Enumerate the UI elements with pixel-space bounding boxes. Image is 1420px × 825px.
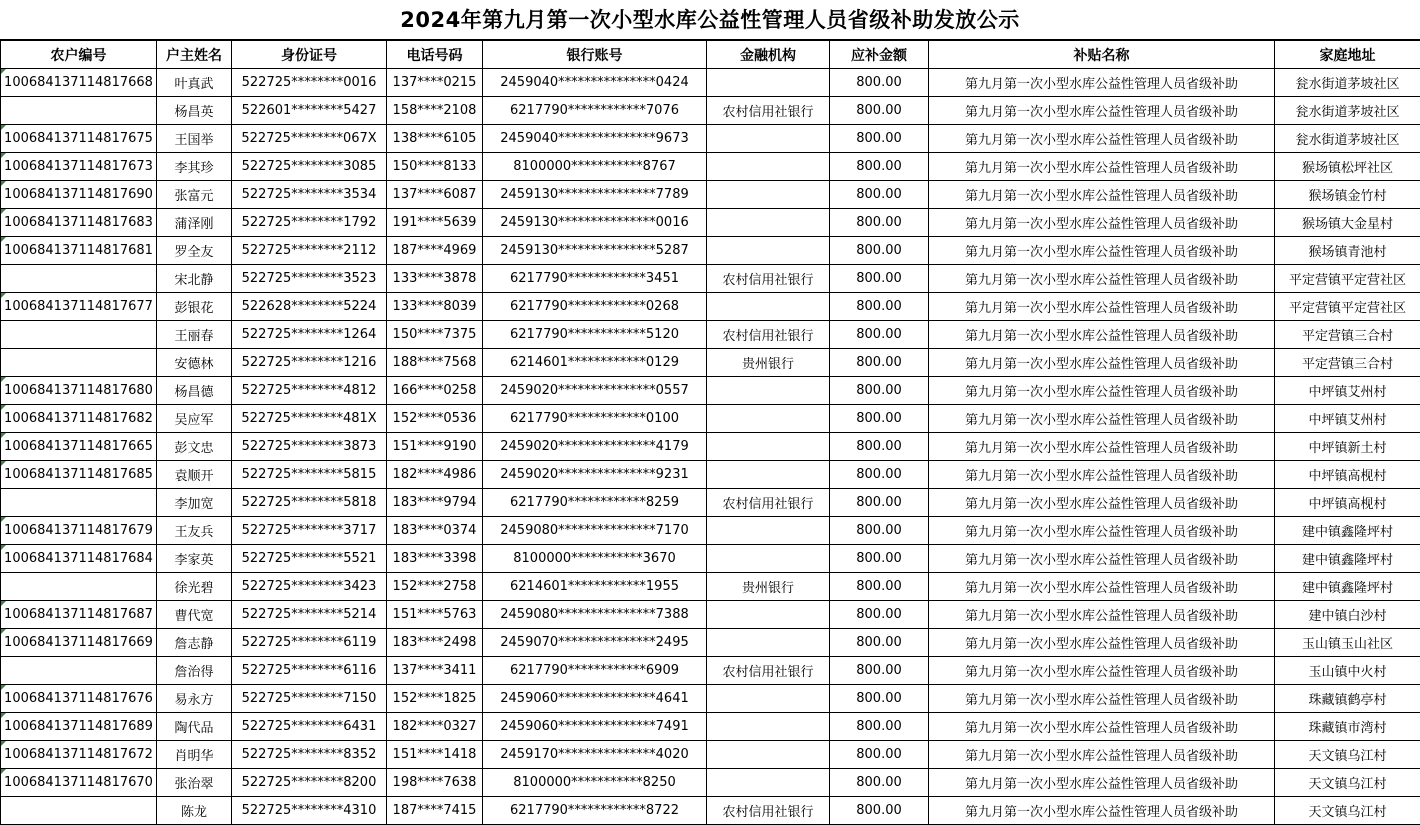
subsidy-name-cell[interactable]: 第九月第一次小型水库公益性管理人员省级补助 xyxy=(929,237,1275,265)
subsidy-name-cell[interactable]: 第九月第一次小型水库公益性管理人员省级补助 xyxy=(929,797,1275,825)
householder-name-cell[interactable]: 安德林 xyxy=(157,349,232,377)
farmer-id-cell[interactable] xyxy=(1,657,157,685)
amount-cell[interactable]: 800.00 xyxy=(830,209,929,237)
financial-institution-cell[interactable] xyxy=(707,405,830,433)
amount-cell[interactable]: 800.00 xyxy=(830,769,929,797)
phone-cell[interactable]: 191****5639 xyxy=(387,209,483,237)
financial-institution-cell[interactable]: 农村信用社银行 xyxy=(707,657,830,685)
bank-account-cell[interactable]: 8100000***********3670 xyxy=(483,545,707,573)
bank-account-cell[interactable]: 2459060***************4641 xyxy=(483,685,707,713)
home-address-cell[interactable]: 中坪镇高枧村 xyxy=(1275,461,1420,489)
id-number-cell[interactable]: 522725********8352 xyxy=(232,741,387,769)
phone-cell[interactable]: 152****2758 xyxy=(387,573,483,601)
farmer-id-cell[interactable]: 100684137114817687 xyxy=(1,601,157,629)
subsidy-table xyxy=(0,40,1420,825)
table-row xyxy=(1,713,1420,741)
subsidy-name-cell[interactable]: 第九月第一次小型水库公益性管理人员省级补助 xyxy=(929,265,1275,293)
phone-cell[interactable]: 150****8133 xyxy=(387,153,483,181)
householder-name-cell[interactable]: 王友兵 xyxy=(157,517,232,545)
subsidy-name-cell[interactable]: 第九月第一次小型水库公益性管理人员省级补助 xyxy=(929,405,1275,433)
farmer-id-cell[interactable]: 100684137114817670 xyxy=(1,769,157,797)
farmer-id-cell[interactable]: 100684137114817685 xyxy=(1,461,157,489)
table-row xyxy=(1,797,1420,825)
financial-institution-cell[interactable] xyxy=(707,125,830,153)
id-number-cell[interactable]: 522725********3717 xyxy=(232,517,387,545)
phone-cell[interactable]: 183****3398 xyxy=(387,545,483,573)
financial-institution-cell[interactable]: 贵州银行 xyxy=(707,349,830,377)
subsidy-name-cell[interactable]: 第九月第一次小型水库公益性管理人员省级补助 xyxy=(929,153,1275,181)
bank-account-cell[interactable]: 6217790************6909 xyxy=(483,657,707,685)
farmer-id-cell[interactable]: 100684137114817677 xyxy=(1,293,157,321)
bank-account-cell[interactable]: 6217790************7076 xyxy=(483,97,707,125)
farmer-id-cell[interactable]: 100684137114817673 xyxy=(1,153,157,181)
financial-institution-cell[interactable]: 农村信用社银行 xyxy=(707,797,830,825)
id-number-cell[interactable]: 522725********6116 xyxy=(232,657,387,685)
farmer-id-cell[interactable] xyxy=(1,797,157,825)
table-row xyxy=(1,461,1420,489)
bank-account-cell[interactable]: 2459130***************5287 xyxy=(483,237,707,265)
amount-cell[interactable]: 800.00 xyxy=(830,517,929,545)
phone-cell[interactable]: 166****0258 xyxy=(387,377,483,405)
table-row xyxy=(1,69,1420,97)
phone-cell[interactable]: 188****7568 xyxy=(387,349,483,377)
financial-institution-cell[interactable]: 农村信用社银行 xyxy=(707,489,830,517)
farmer-id-cell[interactable]: 100684137114817679 xyxy=(1,517,157,545)
farmer-id-cell[interactable]: 100684137114817689 xyxy=(1,713,157,741)
bank-account-cell[interactable]: 2459080***************7170 xyxy=(483,517,707,545)
phone-cell[interactable]: 151****1418 xyxy=(387,741,483,769)
header-phone[interactable]: 电话号码 xyxy=(387,41,483,69)
householder-name-cell[interactable]: 彭文忠 xyxy=(157,433,232,461)
home-address-cell[interactable]: 天文镇乌江村 xyxy=(1275,769,1420,797)
table-row xyxy=(1,629,1420,657)
phone-cell[interactable]: 183****9794 xyxy=(387,489,483,517)
financial-institution-cell[interactable] xyxy=(707,601,830,629)
amount-cell[interactable]: 800.00 xyxy=(830,181,929,209)
home-address-cell[interactable]: 玉山镇玉山社区 xyxy=(1275,629,1420,657)
amount-cell[interactable]: 800.00 xyxy=(830,153,929,181)
amount-cell[interactable]: 800.00 xyxy=(830,629,929,657)
id-number-cell[interactable]: 522725********1216 xyxy=(232,349,387,377)
id-number-cell[interactable]: 522725********3085 xyxy=(232,153,387,181)
subsidy-name-cell[interactable]: 第九月第一次小型水库公益性管理人员省级补助 xyxy=(929,545,1275,573)
table-row xyxy=(1,181,1420,209)
householder-name-cell[interactable]: 彭银花 xyxy=(157,293,232,321)
sheet-title[interactable]: 2024年第九月第一次小型水库公益性管理人员省级补助发放公示 xyxy=(0,0,1420,40)
amount-cell[interactable]: 800.00 xyxy=(830,69,929,97)
financial-institution-cell[interactable] xyxy=(707,713,830,741)
subsidy-name-cell[interactable]: 第九月第一次小型水库公益性管理人员省级补助 xyxy=(929,209,1275,237)
farmer-id-cell[interactable]: 100684137114817665 xyxy=(1,433,157,461)
home-address-cell[interactable]: 猴场镇松坪社区 xyxy=(1275,153,1420,181)
subsidy-name-cell[interactable]: 第九月第一次小型水库公益性管理人员省级补助 xyxy=(929,433,1275,461)
table-row xyxy=(1,517,1420,545)
table-row xyxy=(1,265,1420,293)
home-address-cell[interactable]: 猴场镇金竹村 xyxy=(1275,181,1420,209)
amount-cell[interactable]: 800.00 xyxy=(830,489,929,517)
bank-account-cell[interactable]: 6217790************0100 xyxy=(483,405,707,433)
table-row xyxy=(1,489,1420,517)
subsidy-name-cell[interactable]: 第九月第一次小型水库公益性管理人员省级补助 xyxy=(929,293,1275,321)
phone-cell[interactable]: 183****2498 xyxy=(387,629,483,657)
phone-cell[interactable]: 133****3878 xyxy=(387,265,483,293)
financial-institution-cell[interactable] xyxy=(707,629,830,657)
bank-account-cell[interactable]: 6217790************8259 xyxy=(483,489,707,517)
amount-cell[interactable]: 800.00 xyxy=(830,545,929,573)
home-address-cell[interactable]: 中坪镇艾州村 xyxy=(1275,377,1420,405)
householder-name-cell[interactable]: 陶代品 xyxy=(157,713,232,741)
financial-institution-cell[interactable] xyxy=(707,685,830,713)
amount-cell[interactable]: 800.00 xyxy=(830,349,929,377)
farmer-id-cell[interactable]: 100684137114817681 xyxy=(1,237,157,265)
amount-cell[interactable]: 800.00 xyxy=(830,573,929,601)
home-address-cell[interactable]: 猴场镇青池村 xyxy=(1275,237,1420,265)
amount-cell[interactable]: 800.00 xyxy=(830,125,929,153)
subsidy-name-cell[interactable]: 第九月第一次小型水库公益性管理人员省级补助 xyxy=(929,489,1275,517)
householder-name-cell[interactable]: 张富元 xyxy=(157,181,232,209)
amount-cell[interactable]: 800.00 xyxy=(830,293,929,321)
householder-name-cell[interactable]: 李加宽 xyxy=(157,489,232,517)
header-bank-account[interactable]: 银行账号 xyxy=(483,41,707,69)
table-row xyxy=(1,685,1420,713)
table-row xyxy=(1,153,1420,181)
financial-institution-cell[interactable]: 贵州银行 xyxy=(707,573,830,601)
householder-name-cell[interactable]: 徐光碧 xyxy=(157,573,232,601)
bank-account-cell[interactable]: 2459060***************7491 xyxy=(483,713,707,741)
id-number-cell[interactable]: 522725********5815 xyxy=(232,461,387,489)
householder-name-cell[interactable]: 王丽春 xyxy=(157,321,232,349)
bank-account-cell[interactable]: 6214601************0129 xyxy=(483,349,707,377)
financial-institution-cell[interactable] xyxy=(707,517,830,545)
farmer-id-cell[interactable]: 100684137114817676 xyxy=(1,685,157,713)
header-amount[interactable]: 应补金额 xyxy=(830,41,929,69)
home-address-cell[interactable]: 猴场镇大金星村 xyxy=(1275,209,1420,237)
home-address-cell[interactable]: 建中镇鑫隆坪村 xyxy=(1275,517,1420,545)
financial-institution-cell[interactable] xyxy=(707,461,830,489)
phone-cell[interactable]: 182****0327 xyxy=(387,713,483,741)
home-address-cell[interactable]: 建中镇鑫隆坪村 xyxy=(1275,573,1420,601)
financial-institution-cell[interactable] xyxy=(707,209,830,237)
header-subsidy-name[interactable]: 补贴名称 xyxy=(929,41,1275,69)
financial-institution-cell[interactable] xyxy=(707,433,830,461)
id-number-cell[interactable]: 522725********4812 xyxy=(232,377,387,405)
farmer-id-cell[interactable] xyxy=(1,97,157,125)
home-address-cell[interactable]: 建中镇白沙村 xyxy=(1275,601,1420,629)
home-address-cell[interactable]: 玉山镇中火村 xyxy=(1275,657,1420,685)
phone-cell[interactable]: 137****6087 xyxy=(387,181,483,209)
id-number-cell[interactable]: 522725********8200 xyxy=(232,769,387,797)
householder-name-cell[interactable]: 肖明华 xyxy=(157,741,232,769)
id-number-cell[interactable]: 522725********5818 xyxy=(232,489,387,517)
householder-name-cell[interactable]: 吴应军 xyxy=(157,405,232,433)
financial-institution-cell[interactable] xyxy=(707,69,830,97)
id-number-cell[interactable]: 522725********3534 xyxy=(232,181,387,209)
id-number-cell[interactable]: 522628********5224 xyxy=(232,293,387,321)
bank-account-cell[interactable]: 2459040***************9673 xyxy=(483,125,707,153)
subsidy-name-cell[interactable]: 第九月第一次小型水库公益性管理人员省级补助 xyxy=(929,573,1275,601)
farmer-id-cell[interactable]: 100684137114817683 xyxy=(1,209,157,237)
farmer-id-cell[interactable] xyxy=(1,489,157,517)
id-number-cell[interactable]: 522725********2112 xyxy=(232,237,387,265)
householder-name-cell[interactable]: 蒲泽刚 xyxy=(157,209,232,237)
amount-cell[interactable]: 800.00 xyxy=(830,741,929,769)
subsidy-name-cell[interactable]: 第九月第一次小型水库公益性管理人员省级补助 xyxy=(929,97,1275,125)
financial-institution-cell[interactable] xyxy=(707,237,830,265)
financial-institution-cell[interactable]: 农村信用社银行 xyxy=(707,321,830,349)
farmer-id-cell[interactable] xyxy=(1,321,157,349)
id-number-cell[interactable]: 522725********6119 xyxy=(232,629,387,657)
farmer-id-cell[interactable]: 100684137114817684 xyxy=(1,545,157,573)
subsidy-name-cell[interactable]: 第九月第一次小型水库公益性管理人员省级补助 xyxy=(929,321,1275,349)
subsidy-name-cell[interactable]: 第九月第一次小型水库公益性管理人员省级补助 xyxy=(929,181,1275,209)
header-farmer-id[interactable]: 农户编号 xyxy=(1,41,157,69)
farmer-id-cell[interactable]: 100684137114817680 xyxy=(1,377,157,405)
householder-name-cell[interactable]: 詹治得 xyxy=(157,657,232,685)
financial-institution-cell[interactable] xyxy=(707,545,830,573)
householder-name-cell[interactable]: 罗全友 xyxy=(157,237,232,265)
householder-name-cell[interactable]: 易永方 xyxy=(157,685,232,713)
header-home-address[interactable]: 家庭地址 xyxy=(1275,41,1420,69)
subsidy-name-cell[interactable]: 第九月第一次小型水库公益性管理人员省级补助 xyxy=(929,629,1275,657)
amount-cell[interactable]: 800.00 xyxy=(830,601,929,629)
financial-institution-cell[interactable] xyxy=(707,769,830,797)
table-row xyxy=(1,769,1420,797)
header-id-number[interactable]: 身份证号 xyxy=(232,41,387,69)
subsidy-name-cell[interactable]: 第九月第一次小型水库公益性管理人员省级补助 xyxy=(929,377,1275,405)
subsidy-name-cell[interactable]: 第九月第一次小型水库公益性管理人员省级补助 xyxy=(929,741,1275,769)
id-number-cell[interactable]: 522725********3873 xyxy=(232,433,387,461)
bank-account-cell[interactable]: 6217790************0268 xyxy=(483,293,707,321)
subsidy-name-cell[interactable]: 第九月第一次小型水库公益性管理人员省级补助 xyxy=(929,769,1275,797)
table-row xyxy=(1,573,1420,601)
bank-account-cell[interactable]: 6217790************5120 xyxy=(483,321,707,349)
farmer-id-cell[interactable] xyxy=(1,349,157,377)
home-address-cell[interactable]: 瓮水街道茅坡社区 xyxy=(1275,125,1420,153)
farmer-id-cell[interactable] xyxy=(1,265,157,293)
amount-cell[interactable]: 800.00 xyxy=(830,237,929,265)
home-address-cell[interactable]: 天文镇乌江村 xyxy=(1275,741,1420,769)
financial-institution-cell[interactable] xyxy=(707,181,830,209)
financial-institution-cell[interactable] xyxy=(707,741,830,769)
bank-account-cell[interactable]: 8100000***********8767 xyxy=(483,153,707,181)
householder-name-cell[interactable]: 陈龙 xyxy=(157,797,232,825)
phone-cell[interactable]: 150****7375 xyxy=(387,321,483,349)
phone-cell[interactable]: 133****8039 xyxy=(387,293,483,321)
amount-cell[interactable]: 800.00 xyxy=(830,657,929,685)
id-number-cell[interactable]: 522725********7150 xyxy=(232,685,387,713)
phone-cell[interactable]: 152****0536 xyxy=(387,405,483,433)
bank-account-cell[interactable]: 2459130***************0016 xyxy=(483,209,707,237)
phone-cell[interactable]: 198****7638 xyxy=(387,769,483,797)
home-address-cell[interactable]: 珠藏镇鹤亭村 xyxy=(1275,685,1420,713)
home-address-cell[interactable]: 瓮水街道茅坡社区 xyxy=(1275,69,1420,97)
id-number-cell[interactable]: 522725********1264 xyxy=(232,321,387,349)
amount-cell[interactable]: 800.00 xyxy=(830,433,929,461)
subsidy-name-cell[interactable]: 第九月第一次小型水库公益性管理人员省级补助 xyxy=(929,657,1275,685)
subsidy-name-cell[interactable]: 第九月第一次小型水库公益性管理人员省级补助 xyxy=(929,685,1275,713)
subsidy-name-cell[interactable]: 第九月第一次小型水库公益性管理人员省级补助 xyxy=(929,461,1275,489)
subsidy-name-cell[interactable]: 第九月第一次小型水库公益性管理人员省级补助 xyxy=(929,517,1275,545)
phone-cell[interactable]: 183****0374 xyxy=(387,517,483,545)
bank-account-cell[interactable]: 2459020***************9231 xyxy=(483,461,707,489)
farmer-id-cell[interactable]: 100684137114817675 xyxy=(1,125,157,153)
bank-account-cell[interactable]: 2459020***************0557 xyxy=(483,377,707,405)
bank-account-cell[interactable]: 2459080***************7388 xyxy=(483,601,707,629)
householder-name-cell[interactable]: 张治翠 xyxy=(157,769,232,797)
amount-cell[interactable]: 800.00 xyxy=(830,685,929,713)
phone-cell[interactable]: 137****3411 xyxy=(387,657,483,685)
householder-name-cell[interactable]: 杨昌德 xyxy=(157,377,232,405)
table-row xyxy=(1,433,1420,461)
amount-cell[interactable]: 800.00 xyxy=(830,377,929,405)
subsidy-name-cell[interactable]: 第九月第一次小型水库公益性管理人员省级补助 xyxy=(929,69,1275,97)
id-number-cell[interactable]: 522725********3523 xyxy=(232,265,387,293)
home-address-cell[interactable]: 中坪镇艾州村 xyxy=(1275,405,1420,433)
financial-institution-cell[interactable]: 农村信用社银行 xyxy=(707,97,830,125)
farmer-id-cell[interactable]: 100684137114817669 xyxy=(1,629,157,657)
header-financial-institution[interactable]: 金融机构 xyxy=(707,41,830,69)
table-row xyxy=(1,377,1420,405)
table-row xyxy=(1,237,1420,265)
table-row xyxy=(1,545,1420,573)
amount-cell[interactable]: 800.00 xyxy=(830,797,929,825)
phone-cell[interactable]: 137****0215 xyxy=(387,69,483,97)
table-row xyxy=(1,741,1420,769)
table-row xyxy=(1,293,1420,321)
header-householder-name[interactable]: 户主姓名 xyxy=(157,41,232,69)
householder-name-cell[interactable]: 袁顺开 xyxy=(157,461,232,489)
householder-name-cell[interactable]: 李其珍 xyxy=(157,153,232,181)
home-address-cell[interactable]: 珠藏镇市湾村 xyxy=(1275,713,1420,741)
bank-account-cell[interactable]: 2459020***************4179 xyxy=(483,433,707,461)
householder-name-cell[interactable]: 王国举 xyxy=(157,125,232,153)
table-row xyxy=(1,97,1420,125)
financial-institution-cell[interactable] xyxy=(707,293,830,321)
phone-cell[interactable]: 151****5763 xyxy=(387,601,483,629)
table-row xyxy=(1,209,1420,237)
phone-cell[interactable]: 187****4969 xyxy=(387,237,483,265)
phone-cell[interactable]: 158****2108 xyxy=(387,97,483,125)
id-number-cell[interactable]: 522725********1792 xyxy=(232,209,387,237)
householder-name-cell[interactable]: 杨昌英 xyxy=(157,97,232,125)
home-address-cell[interactable]: 平定营镇三合村 xyxy=(1275,321,1420,349)
farmer-id-cell[interactable]: 100684137114817690 xyxy=(1,181,157,209)
bank-account-cell[interactable]: 6217790************8722 xyxy=(483,797,707,825)
phone-cell[interactable]: 151****9190 xyxy=(387,433,483,461)
farmer-id-cell[interactable]: 100684137114817668 xyxy=(1,69,157,97)
id-number-cell[interactable]: 522725********481X xyxy=(232,405,387,433)
table-row xyxy=(1,125,1420,153)
id-number-cell[interactable]: 522725********6431 xyxy=(232,713,387,741)
bank-account-cell[interactable]: 2459130***************7789 xyxy=(483,181,707,209)
home-address-cell[interactable]: 中坪镇新土村 xyxy=(1275,433,1420,461)
householder-name-cell[interactable]: 叶真武 xyxy=(157,69,232,97)
financial-institution-cell[interactable] xyxy=(707,377,830,405)
phone-cell[interactable]: 182****4986 xyxy=(387,461,483,489)
id-number-cell[interactable]: 522725********3423 xyxy=(232,573,387,601)
id-number-cell[interactable]: 522601********5427 xyxy=(232,97,387,125)
id-number-cell[interactable]: 522725********5214 xyxy=(232,601,387,629)
table-row xyxy=(1,405,1420,433)
bank-account-cell[interactable]: 2459170***************4020 xyxy=(483,741,707,769)
table-row xyxy=(1,321,1420,349)
farmer-id-cell[interactable]: 100684137114817682 xyxy=(1,405,157,433)
home-address-cell[interactable]: 瓮水街道茅坡社区 xyxy=(1275,97,1420,125)
table-row xyxy=(1,349,1420,377)
home-address-cell[interactable]: 建中镇鑫隆坪村 xyxy=(1275,545,1420,573)
subsidy-name-cell[interactable]: 第九月第一次小型水库公益性管理人员省级补助 xyxy=(929,125,1275,153)
bank-account-cell[interactable]: 6217790************3451 xyxy=(483,265,707,293)
id-number-cell[interactable]: 522725********5521 xyxy=(232,545,387,573)
subsidy-name-cell[interactable]: 第九月第一次小型水库公益性管理人员省级补助 xyxy=(929,349,1275,377)
subsidy-name-cell[interactable]: 第九月第一次小型水库公益性管理人员省级补助 xyxy=(929,713,1275,741)
amount-cell[interactable]: 800.00 xyxy=(830,461,929,489)
table-body xyxy=(1,69,1420,825)
bank-account-cell[interactable]: 6214601************1955 xyxy=(483,573,707,601)
farmer-id-cell[interactable]: 100684137114817672 xyxy=(1,741,157,769)
subsidy-name-cell[interactable]: 第九月第一次小型水库公益性管理人员省级补助 xyxy=(929,601,1275,629)
home-address-cell[interactable]: 平定营镇平定营社区 xyxy=(1275,293,1420,321)
id-number-cell[interactable]: 522725********067X xyxy=(232,125,387,153)
phone-cell[interactable]: 138****6105 xyxy=(387,125,483,153)
home-address-cell[interactable]: 天文镇乌江村 xyxy=(1275,797,1420,825)
id-number-cell[interactable]: 522725********4310 xyxy=(232,797,387,825)
home-address-cell[interactable]: 平定营镇平定营社区 xyxy=(1275,265,1420,293)
phone-cell[interactable]: 152****1825 xyxy=(387,685,483,713)
amount-cell[interactable]: 800.00 xyxy=(830,405,929,433)
householder-name-cell[interactable]: 曹代宽 xyxy=(157,601,232,629)
home-address-cell[interactable]: 中坪镇高枧村 xyxy=(1275,489,1420,517)
bank-account-cell[interactable]: 8100000***********8250 xyxy=(483,769,707,797)
farmer-id-cell[interactable] xyxy=(1,573,157,601)
bank-account-cell[interactable]: 2459070***************2495 xyxy=(483,629,707,657)
bank-account-cell[interactable]: 2459040***************0424 xyxy=(483,69,707,97)
phone-cell[interactable]: 187****7415 xyxy=(387,797,483,825)
financial-institution-cell[interactable] xyxy=(707,153,830,181)
table-row xyxy=(1,657,1420,685)
amount-cell[interactable]: 800.00 xyxy=(830,265,929,293)
home-address-cell[interactable]: 平定营镇三合村 xyxy=(1275,349,1420,377)
householder-name-cell[interactable]: 詹志静 xyxy=(157,629,232,657)
table-row xyxy=(1,601,1420,629)
amount-cell[interactable]: 800.00 xyxy=(830,713,929,741)
amount-cell[interactable]: 800.00 xyxy=(830,321,929,349)
householder-name-cell[interactable]: 李家英 xyxy=(157,545,232,573)
householder-name-cell[interactable]: 宋北静 xyxy=(157,265,232,293)
financial-institution-cell[interactable]: 农村信用社银行 xyxy=(707,265,830,293)
amount-cell[interactable]: 800.00 xyxy=(830,97,929,125)
id-number-cell[interactable]: 522725********0016 xyxy=(232,69,387,97)
header-row xyxy=(1,41,1420,69)
